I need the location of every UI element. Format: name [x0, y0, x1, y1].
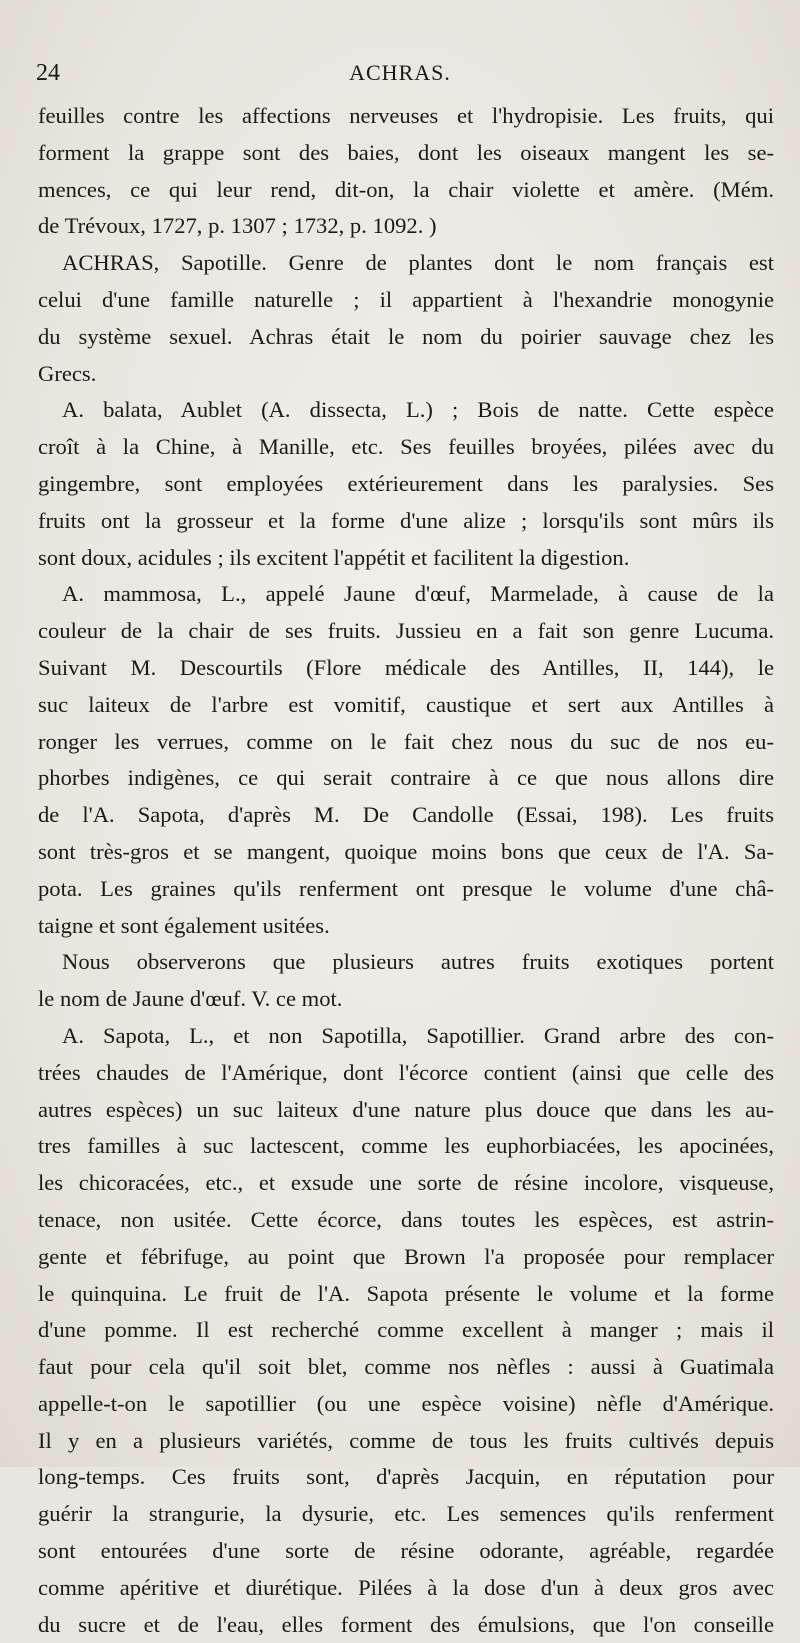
- text-line: ronger les verrues, comme on le fait chez nous du suc de nos eu-: [38, 728, 774, 754]
- text-line: de Trévoux, 1727, p. 1307 ; 1732, p. 1092. ): [38, 213, 437, 239]
- text-line: tenace, non usitée. Cette écorce, dans toutes les espèces, est astrin-: [38, 1206, 774, 1232]
- text-line: A. mammosa, L., appelé Jaune d'œuf, Marmelade, à cause de la: [62, 581, 774, 607]
- text-line: du système sexuel. Achras était le nom du poirier sauvage chez les: [38, 323, 774, 349]
- text-line: d'une pomme. Il est recherché comme excellent à manger ; mais il: [38, 1317, 774, 1343]
- running-title: ACHRAS.: [349, 60, 451, 85]
- text-line: appelle-t-on le sapotillier (ou une espèce voisine) nèfle d'Amérique.: [38, 1390, 774, 1416]
- page-header: [36, 60, 764, 96]
- text-line: faut pour cela qu'il soit blet, comme nos nèfles : aussi à Guatimala: [38, 1354, 774, 1380]
- text-line: pota. Les graines qu'ils renferment ont presque le volume d'une châ-: [38, 875, 774, 901]
- page-number: 24: [36, 60, 60, 86]
- text-line: croît à la Chine, à Manille, etc. Ses feuilles broyées, pilées avec du: [38, 434, 774, 460]
- text-line: gente et fébrifuge, au point que Brown l'a proposée pour remplacer: [38, 1243, 774, 1269]
- text-line: comme apéritive et diurétique. Pilées à la dose d'un à deux gros avec: [38, 1574, 774, 1600]
- text-line: Grecs.: [38, 360, 97, 386]
- text-line: fruits ont la grosseur et la forme d'une alize ; lorsqu'ils sont mûrs ils: [38, 507, 774, 533]
- text-line: ACHRAS, Sapotille. Genre de plantes dont le nom français est: [62, 250, 774, 276]
- text-line: sont entourées d'une sorte de résine odorante, agréable, regardée: [38, 1538, 774, 1564]
- text-line: le quinquina. Le fruit de l'A. Sapota présente le volume et la forme: [38, 1280, 774, 1306]
- text-line: suc laiteux de l'arbre est vomitif, caustique et sert aux Antilles à: [38, 691, 774, 717]
- text-line: du sucre et de l'eau, elles forment des émulsions, que l'on conseille: [38, 1611, 774, 1637]
- text-line: autres espèces) un suc laiteux d'une nature plus douce que dans les au-: [38, 1096, 774, 1122]
- body-text: [38, 98, 774, 1643]
- text-line: mences, ce qui leur rend, dit-on, la chair violette et amère. (Mém.: [38, 176, 774, 202]
- text-line: celui d'une famille naturelle ; il appartient à l'hexandrie monogynie: [38, 286, 774, 312]
- text-line: les chicoracées, etc., et exsude une sorte de résine incolore, visqueuse,: [38, 1170, 774, 1196]
- text-line: couleur de la chair de ses fruits. Jussieu en a fait son genre Lucuma.: [38, 618, 774, 644]
- text-line: de l'A. Sapota, d'après M. De Candolle (Essai, 198). Les fruits: [38, 802, 774, 828]
- text-line: A. Sapota, L., et non Sapotilla, Sapotillier. Grand arbre des con-: [62, 1022, 774, 1048]
- text-line: sont très-gros et se mangent, quoique moins bons que ceux de l'A. Sa-: [38, 838, 774, 864]
- text-line: gingembre, sont employées extérieurement dans les paralysies. Ses: [38, 470, 774, 496]
- text-line: long-temps. Ces fruits sont, d'après Jacquin, en réputation pour: [38, 1464, 774, 1490]
- text-line: A. balata, Aublet (A. dissecta, L.) ; Bois de natte. Cette espèce: [62, 397, 774, 423]
- text-line: sont doux, acidules ; ils excitent l'appétit et facilitent la digestion.: [38, 544, 630, 570]
- text-line: tres familles à suc lactescent, comme les euphorbiacées, les apocinées,: [38, 1133, 774, 1159]
- text-line: Il y en a plusieurs variétés, comme de tous les fruits cultivés depuis: [38, 1427, 774, 1453]
- text-line: feuilles contre les affections nerveuses et l'hydropisie. Les fruits, qui: [38, 103, 774, 128]
- text-line: forment la grappe sont des baies, dont les oiseaux mangent les se-: [38, 139, 774, 165]
- text-line: Suivant M. Descourtils (Flore médicale des Antilles, II, 144), le: [38, 654, 774, 680]
- text-line: guérir la strangurie, la dysurie, etc. Les semences qu'ils renferment: [38, 1501, 774, 1527]
- text-line: Nous observerons que plusieurs autres fruits exotiques portent: [62, 949, 774, 975]
- text-line: trées chaudes de l'Amérique, dont l'écorce contient (ainsi que celle des: [38, 1059, 774, 1085]
- text-line: taigne et sont également usitées.: [38, 912, 330, 938]
- text-line: phorbes indigènes, ce qui serait contraire à ce que nous allons dire: [38, 765, 774, 791]
- text-line: le nom de Jaune d'œuf. V. ce mot.: [38, 986, 343, 1012]
